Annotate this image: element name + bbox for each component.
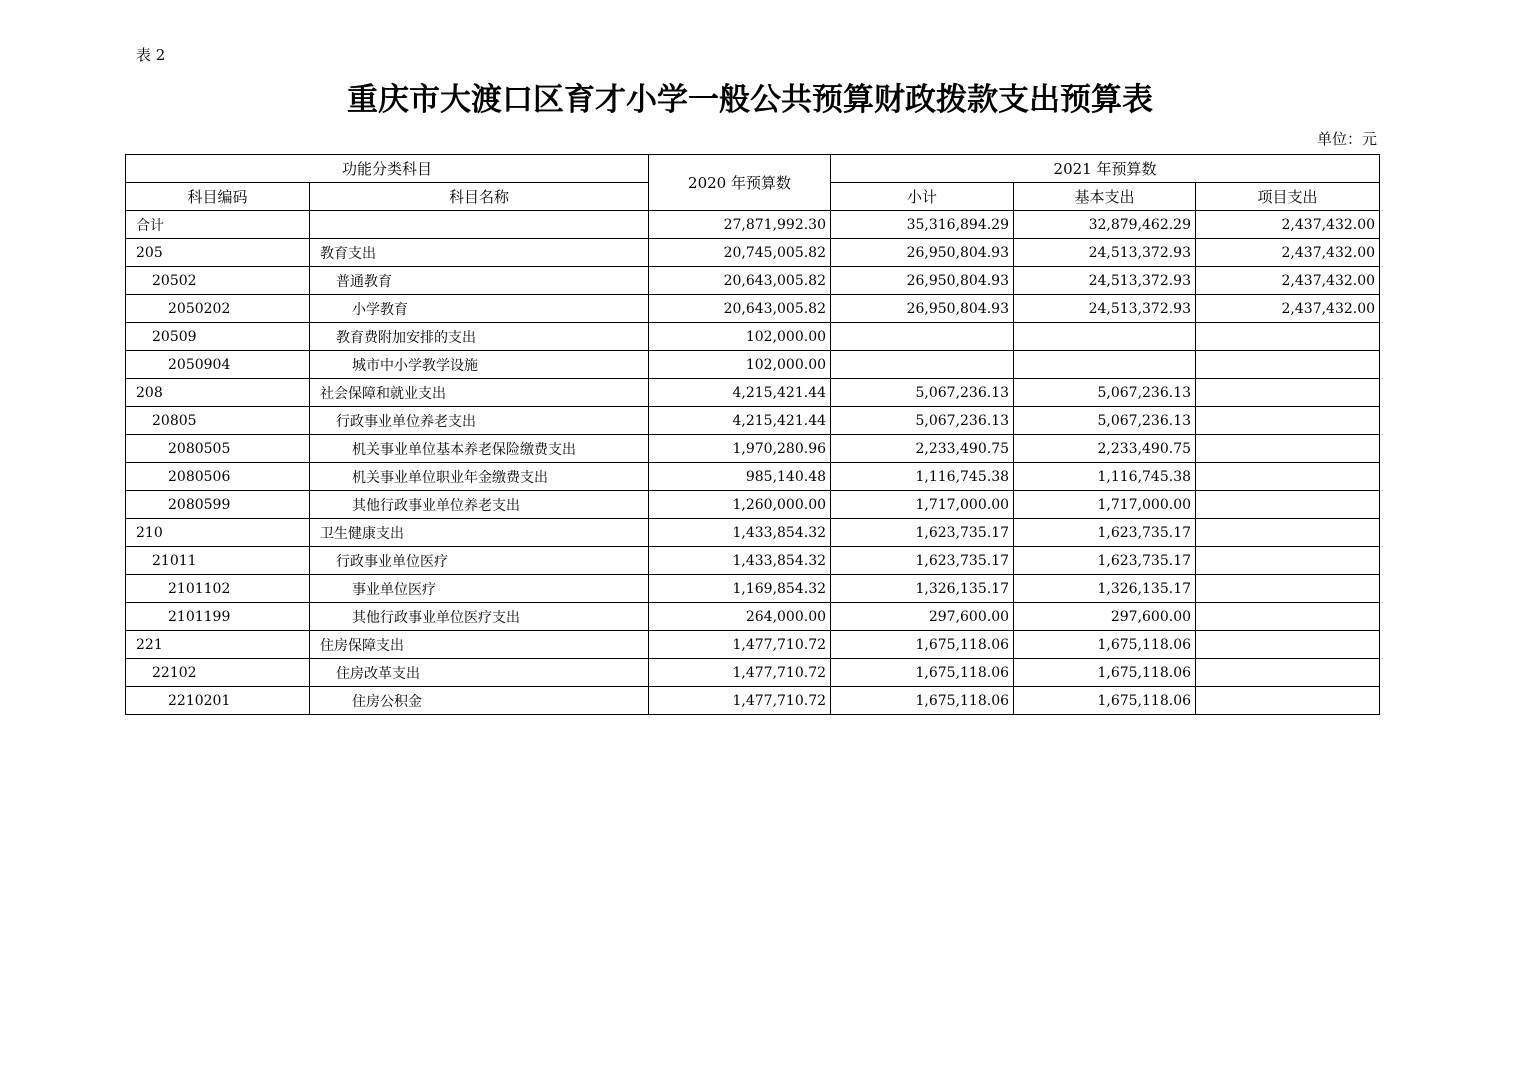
table-row [126,435,1380,463]
cell-name: 住房公积金 [310,687,649,715]
cell-name: 社会保障和就业支出 [310,379,649,407]
cell-subtotal: 26,950,804.93 [831,295,1014,323]
cell-code: 22102 [126,659,310,687]
table-row [126,351,1380,379]
cell-basic: 1,116,745.38 [1014,463,1196,491]
cell-subtotal: 35,316,894.29 [831,211,1014,239]
table-row [126,323,1380,351]
cell-code: 2080599 [126,491,310,519]
table-row [126,407,1380,435]
cell-code: 2210201 [126,687,310,715]
header-name: 科目名称 [310,183,649,211]
cell-basic [1014,351,1196,379]
cell-subtotal: 1,116,745.38 [831,463,1014,491]
header-code: 科目编码 [126,183,310,211]
cell-name: 城市中小学教学设施 [310,351,649,379]
table-row [126,659,1380,687]
cell-code: 2050202 [126,295,310,323]
header-project: 项目支出 [1196,183,1380,211]
cell-project: 2,437,432.00 [1196,267,1380,295]
cell-budget-2020: 20,643,005.82 [649,267,831,295]
cell-project [1196,407,1380,435]
header-budget-2020: 2020 年预算数 [649,155,831,211]
cell-basic: 1,675,118.06 [1014,631,1196,659]
table-row [126,267,1380,295]
cell-project [1196,547,1380,575]
table-row [126,295,1380,323]
page-title: 重庆市大渡口区育才小学一般公共预算财政拨款支出预算表 [347,82,1153,118]
header-budget-2021: 2021 年预算数 [831,155,1380,183]
cell-name: 卫生健康支出 [310,519,649,547]
cell-budget-2020: 1,260,000.00 [649,491,831,519]
cell-name: 机关事业单位基本养老保险缴费支出 [310,435,649,463]
cell-project [1196,631,1380,659]
cell-subtotal: 26,950,804.93 [831,239,1014,267]
cell-subtotal: 5,067,236.13 [831,407,1014,435]
cell-project [1196,603,1380,631]
header-functional-category: 功能分类科目 [126,155,649,183]
cell-project [1196,351,1380,379]
cell-subtotal: 1,675,118.06 [831,659,1014,687]
cell-subtotal: 1,675,118.06 [831,631,1014,659]
cell-project [1196,575,1380,603]
cell-budget-2020: 1,433,854.32 [649,547,831,575]
cell-subtotal [831,351,1014,379]
table-row [126,211,1380,239]
table-row [126,631,1380,659]
table-row [126,687,1380,715]
cell-subtotal: 1,623,735.17 [831,519,1014,547]
table-row [126,547,1380,575]
cell-code: 2101199 [126,603,310,631]
cell-project [1196,323,1380,351]
cell-basic: 1,623,735.17 [1014,547,1196,575]
table-row [126,575,1380,603]
cell-name: 行政事业单位养老支出 [310,407,649,435]
cell-code: 2101102 [126,575,310,603]
cell-basic: 5,067,236.13 [1014,379,1196,407]
cell-name: 普通教育 [310,267,649,295]
cell-basic: 1,717,000.00 [1014,491,1196,519]
table-row [126,519,1380,547]
cell-name: 住房改革支出 [310,659,649,687]
cell-name: 机关事业单位职业年金缴费支出 [310,463,649,491]
table-row [126,239,1380,267]
cell-subtotal: 1,675,118.06 [831,687,1014,715]
header-row-1 [126,155,1380,183]
cell-subtotal: 2,233,490.75 [831,435,1014,463]
cell-name: 其他行政事业单位医疗支出 [310,603,649,631]
cell-budget-2020: 102,000.00 [649,351,831,379]
cell-basic: 1,675,118.06 [1014,659,1196,687]
cell-project: 2,437,432.00 [1196,211,1380,239]
cell-name: 小学教育 [310,295,649,323]
table-number: 表 2 [136,46,166,64]
cell-subtotal: 1,717,000.00 [831,491,1014,519]
table-row [126,463,1380,491]
cell-name: 其他行政事业单位养老支出 [310,491,649,519]
cell-code: 20805 [126,407,310,435]
header-basic: 基本支出 [1014,183,1196,211]
cell-code: 20509 [126,323,310,351]
cell-budget-2020: 27,871,992.30 [649,211,831,239]
cell-project [1196,379,1380,407]
cell-budget-2020: 4,215,421.44 [649,407,831,435]
table-row [126,603,1380,631]
cell-project [1196,519,1380,547]
cell-subtotal: 297,600.00 [831,603,1014,631]
cell-code: 208 [126,379,310,407]
table-row [126,379,1380,407]
budget-table [125,154,1380,715]
cell-budget-2020: 4,215,421.44 [649,379,831,407]
cell-basic: 1,675,118.06 [1014,687,1196,715]
cell-code: 221 [126,631,310,659]
cell-basic: 24,513,372.93 [1014,239,1196,267]
cell-budget-2020: 1,477,710.72 [649,687,831,715]
cell-subtotal: 26,950,804.93 [831,267,1014,295]
cell-basic: 2,233,490.75 [1014,435,1196,463]
cell-basic: 297,600.00 [1014,603,1196,631]
cell-basic: 24,513,372.93 [1014,267,1196,295]
cell-basic: 1,623,735.17 [1014,519,1196,547]
cell-subtotal: 1,326,135.17 [831,575,1014,603]
cell-name: 行政事业单位医疗 [310,547,649,575]
header-subtotal: 小计 [831,183,1014,211]
table-row [126,491,1380,519]
cell-basic: 1,326,135.17 [1014,575,1196,603]
cell-name: 教育费附加安排的支出 [310,323,649,351]
cell-subtotal: 5,067,236.13 [831,379,1014,407]
cell-basic: 5,067,236.13 [1014,407,1196,435]
cell-project [1196,687,1380,715]
cell-project [1196,491,1380,519]
cell-code: 20502 [126,267,310,295]
cell-project [1196,463,1380,491]
cell-project [1196,659,1380,687]
cell-budget-2020: 264,000.00 [649,603,831,631]
cell-basic: 32,879,462.29 [1014,211,1196,239]
cell-basic [1014,323,1196,351]
cell-budget-2020: 102,000.00 [649,323,831,351]
cell-code: 210 [126,519,310,547]
cell-budget-2020: 1,970,280.96 [649,435,831,463]
cell-code: 2080505 [126,435,310,463]
cell-project: 2,437,432.00 [1196,239,1380,267]
cell-name [310,211,649,239]
cell-code: 21011 [126,547,310,575]
unit-label: 单位：元 [1316,130,1377,148]
cell-budget-2020: 20,643,005.82 [649,295,831,323]
cell-project: 2,437,432.00 [1196,295,1380,323]
cell-subtotal [831,323,1014,351]
cell-project [1196,435,1380,463]
cell-budget-2020: 1,433,854.32 [649,519,831,547]
cell-budget-2020: 1,477,710.72 [649,659,831,687]
cell-name: 教育支出 [310,239,649,267]
cell-budget-2020: 1,477,710.72 [649,631,831,659]
cell-subtotal: 1,623,735.17 [831,547,1014,575]
cell-basic: 24,513,372.93 [1014,295,1196,323]
cell-code: 2080506 [126,463,310,491]
cell-budget-2020: 985,140.48 [649,463,831,491]
cell-budget-2020: 20,745,005.82 [649,239,831,267]
cell-code: 2050904 [126,351,310,379]
cell-code: 合计 [126,211,310,239]
cell-name: 事业单位医疗 [310,575,649,603]
cell-name: 住房保障支出 [310,631,649,659]
cell-budget-2020: 1,169,854.32 [649,575,831,603]
table-body [126,211,1380,715]
cell-code: 205 [126,239,310,267]
